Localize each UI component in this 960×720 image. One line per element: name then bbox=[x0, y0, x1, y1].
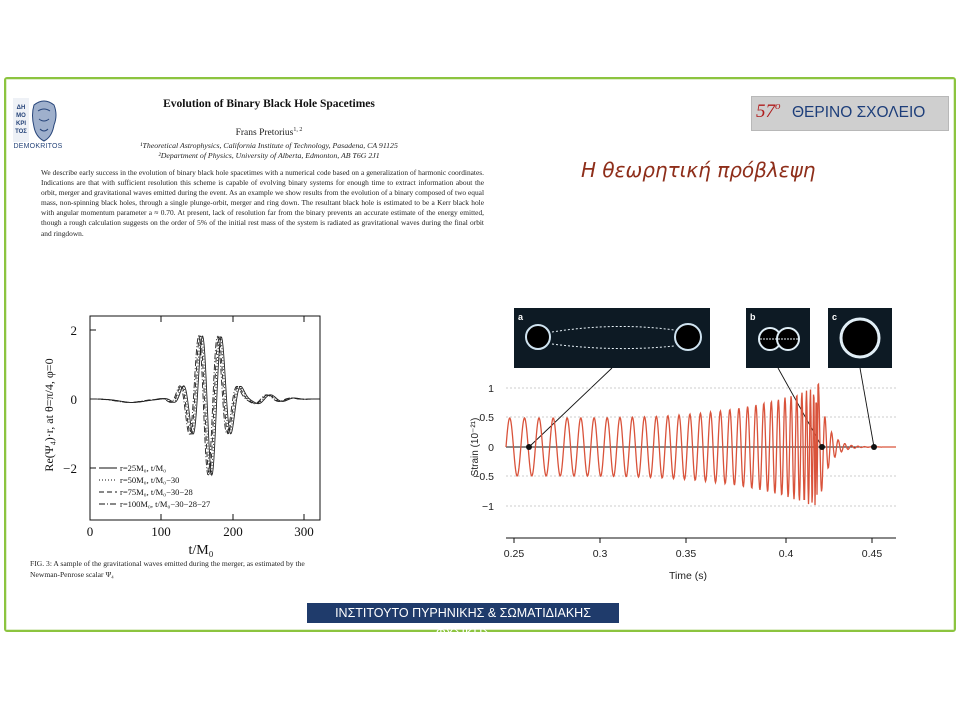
left-legend bbox=[99, 463, 210, 509]
slide-heading: Η θεωρητική πρόβλεψη bbox=[581, 158, 816, 182]
affiliation-1: ¹Theoretical Astrophysics, California Institute of Technology, Pasadena, CA 91125 bbox=[140, 141, 398, 150]
left-xtick-100: 100 bbox=[151, 524, 171, 539]
strain-plot bbox=[466, 292, 900, 588]
left-ytick-neg2: −2 bbox=[63, 461, 77, 476]
svg-text:ΚΡΙ: ΚΡΙ bbox=[15, 121, 27, 127]
left-legend-4: r=100M₀, t/M₀−30−28−27 bbox=[120, 499, 211, 509]
panel-a bbox=[514, 308, 710, 368]
left-waveform-curves bbox=[90, 336, 320, 475]
panel-b-label: b bbox=[750, 312, 756, 322]
paper-abstract: We describe early success in the evolution of binary black hole spacetimes with a numerical code based on a generalization of harmonic coordinates. Indications are that with sufficient resolution this scheme is capable of evolving binary systems for enough time to extract information about the orbit, merger and gravitational waves emitted during the event. As an example we show results from the evolution of a binary composed of two equal mass, non-spinning black holes, through a single plunge-orbit, merger and ring down. The resultant black hole is estimated to be a Kerr black hole with angular momentum parameter a ≈ 0.70. At present, lack of resolution far from the binary prevents an accurate estimate of the energy emitted, though a rough calculation suggests on the order of 5% of the initial rest mass of the system is radiated as gravitational waves during the final orbit and ringdown. bbox=[41, 168, 484, 238]
panel-connectors bbox=[529, 368, 874, 447]
author-sup: 1, 2 bbox=[293, 127, 303, 133]
summer-school-badge bbox=[751, 96, 949, 131]
strain-ylabel: Strain (10⁻²¹) bbox=[470, 417, 481, 477]
strain-xtick-03: 0.3 bbox=[592, 548, 608, 560]
left-waveform-figure bbox=[33, 298, 326, 586]
author-name: Frans Pretorius bbox=[235, 128, 294, 139]
left-legend-1: r=25M₀, t/M₀ bbox=[120, 463, 167, 473]
strain-x-ticks bbox=[514, 538, 872, 543]
left-xtick-200: 200 bbox=[223, 524, 243, 539]
paper-author bbox=[69, 127, 469, 138]
strain-xtick-045: 0.45 bbox=[861, 548, 883, 560]
badge-text: ΘΕΡΙΝΟ ΣΧΟΛΕΙΟ bbox=[792, 104, 926, 121]
left-xtick-300: 300 bbox=[294, 524, 314, 539]
panel-c bbox=[828, 308, 892, 368]
left-legend-2: r=50M₀, t/M₀−30 bbox=[120, 475, 180, 485]
strain-ytick-0: 0 bbox=[488, 442, 494, 454]
strain-xtick-025: 0.25 bbox=[503, 548, 525, 560]
strain-xlabel: Time (s) bbox=[668, 570, 708, 582]
psi4-plot bbox=[33, 298, 326, 560]
affiliation-2: ²Department of Physics, University of Alberta, Edmonton, AB T6G 2J1 bbox=[158, 151, 380, 160]
left-xlabel: t/M₀ bbox=[188, 543, 214, 558]
svg-text:ΜΟ: ΜΟ bbox=[16, 113, 26, 119]
logo-label: DEMOKRITOS bbox=[13, 143, 63, 150]
panel-c-label: c bbox=[832, 312, 838, 322]
badge-number bbox=[756, 101, 781, 123]
strain-xtick-04: 0.4 bbox=[778, 548, 794, 560]
svg-text:ΔΗ: ΔΗ bbox=[16, 105, 26, 111]
paper-title: Evolution of Binary Black Hole Spacetimes bbox=[163, 98, 375, 110]
panel-b bbox=[746, 308, 810, 368]
panel-a-label: a bbox=[518, 312, 524, 322]
left-legend-3: r=75M₀, t/M₀−30−28 bbox=[120, 487, 193, 497]
left-figure-caption: FIG. 3: A sample of the gravitational waves emitted during the merger, as estimated by the Newman-Penrose scalar Ψ₄ bbox=[30, 559, 305, 579]
demokritos-emblem-icon bbox=[12, 97, 60, 143]
left-xtick-0: 0 bbox=[86, 524, 94, 539]
badge-superscript: o bbox=[775, 100, 781, 112]
demokritos-logo bbox=[12, 97, 63, 161]
strain-ytick-1: 1 bbox=[488, 383, 494, 395]
paper-affiliations bbox=[69, 141, 469, 161]
strain-ytick-05: 0.5 bbox=[479, 412, 494, 424]
left-ylabel: Re(Ψ₄)·r, at θ=π/4, φ=0 bbox=[42, 358, 56, 472]
badge-number-text: 57 bbox=[756, 101, 775, 122]
paper-excerpt bbox=[9, 92, 496, 278]
strain-figure bbox=[466, 292, 900, 588]
strain-xtick-035: 0.35 bbox=[675, 548, 697, 560]
left-ytick-0: 0 bbox=[70, 392, 77, 407]
left-ytick-2: 2 bbox=[70, 323, 77, 338]
strain-waveform-line bbox=[506, 384, 896, 505]
institute-footer: ΙΝΣΤΙΤΟΥΤΟ ΠΥΡΗΝΙΚΗΣ & ΣΩΜΑΤΙΔΙΑΚΗΣ ΦΥΣΙΚΗΣ bbox=[307, 603, 619, 623]
svg-text:ΤΟΣ: ΤΟΣ bbox=[15, 129, 27, 135]
strain-ytick-neg05: −0.5 bbox=[473, 471, 494, 483]
strain-ytick-neg1: −1 bbox=[482, 501, 494, 513]
